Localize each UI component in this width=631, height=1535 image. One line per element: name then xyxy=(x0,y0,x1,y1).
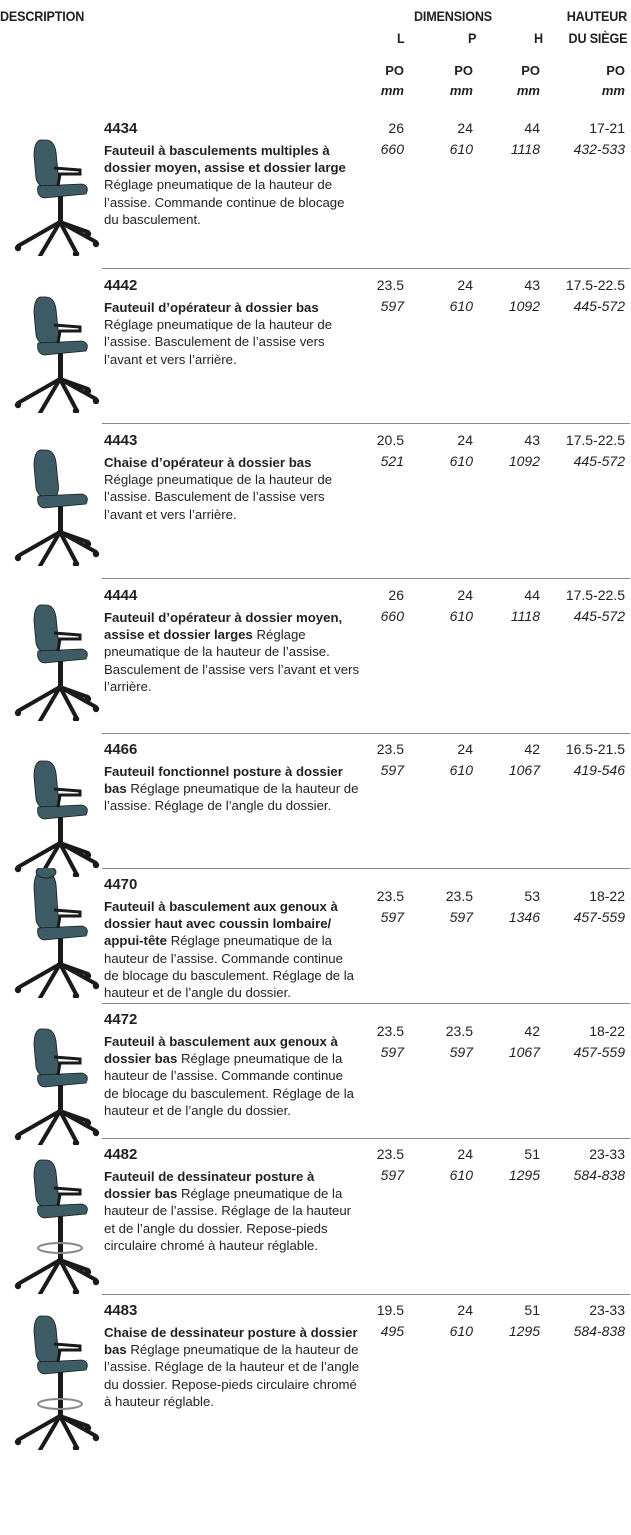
product-body: Réglage pneumatique de la hauteur de l’assise. Basculement de l’assise vers l’avant et vers l’arrière. xyxy=(104,627,360,694)
value-p-mm: 610 xyxy=(449,298,473,314)
header-col-l: L xyxy=(397,30,405,46)
value-l-in: 23.5 xyxy=(376,741,404,757)
product-description xyxy=(104,609,360,695)
row-divider xyxy=(102,268,630,269)
value-seat-mm: 445-572 xyxy=(573,298,625,314)
value-seat-mm: 457-559 xyxy=(573,909,625,925)
value-h-in: 51 xyxy=(524,1146,540,1162)
value-seat-in: 18-22 xyxy=(589,1023,625,1039)
header-col-h: H xyxy=(534,30,543,46)
product-body: Réglage pneumatique de la hauteur de l’assise. Commande continue de blocage du basculement. xyxy=(104,177,345,227)
value-h-mm: 1346 xyxy=(508,909,540,925)
value-h-in: 44 xyxy=(524,587,540,603)
product-body: Réglage pneumatique de la hauteur de l’assise. Réglage de l’angle du dossier. xyxy=(104,781,359,814)
product-body: Réglage pneumatique de la hauteur de l’assise. Commande continue de blocage du basculement. Réglage de la hauteur et de l’angle du dossier. xyxy=(104,1051,355,1118)
value-p-in: 23.5 xyxy=(445,888,473,904)
value-l-in: 19.5 xyxy=(376,1302,404,1318)
value-seat-in: 17.5-22.5 xyxy=(565,277,625,293)
row-divider xyxy=(102,868,630,869)
unit-seat-po: PO xyxy=(606,63,625,78)
product-body: Réglage pneumatique de la hauteur de l’assise. Basculement de l’assise vers l’avant et vers l’arrière. xyxy=(104,317,333,367)
chair-image xyxy=(10,747,102,882)
value-l-in: 23.5 xyxy=(376,1023,404,1039)
value-h-in: 42 xyxy=(524,741,540,757)
product-description xyxy=(104,299,360,368)
product-body: Réglage pneumatique de la hauteur de l’assise. Réglage de la hauteur et de l’angle du dossier. Repose-pieds circulaire chromé à hauteur réglable. xyxy=(104,1342,360,1409)
unit-h-po: PO xyxy=(521,63,540,78)
value-p-mm: 610 xyxy=(449,1167,473,1183)
row-divider xyxy=(102,1138,630,1139)
row-divider xyxy=(102,578,630,579)
product-title: Fauteuil fonctionnel posture à dossier bas xyxy=(104,764,343,797)
value-seat-in: 18-22 xyxy=(589,888,625,904)
product-code: 4482 xyxy=(104,1146,138,1163)
product-code: 4472 xyxy=(104,1011,138,1028)
value-p-in: 24 xyxy=(457,120,473,136)
value-l-mm: 660 xyxy=(380,608,404,624)
value-l-in: 23.5 xyxy=(376,277,404,293)
value-l-mm: 521 xyxy=(380,453,404,469)
product-code: 4444 xyxy=(104,587,138,604)
product-description xyxy=(104,454,360,523)
unit-p-po: PO xyxy=(454,63,473,78)
value-p-in: 24 xyxy=(457,741,473,757)
product-code: 4470 xyxy=(104,876,138,893)
value-p-in: 23.5 xyxy=(445,1023,473,1039)
value-l-in: 26 xyxy=(388,587,404,603)
value-l-mm: 597 xyxy=(380,762,404,778)
value-p-mm: 610 xyxy=(449,453,473,469)
header-seat-height-line2: DU SIÈGE xyxy=(568,30,627,46)
value-l-mm: 597 xyxy=(380,1167,404,1183)
product-code: 4434 xyxy=(104,120,138,137)
value-l-mm: 597 xyxy=(380,1044,404,1060)
value-seat-mm: 432-533 xyxy=(573,141,625,157)
chair-image xyxy=(10,1146,102,1299)
product-description xyxy=(104,1168,360,1254)
value-seat-mm: 445-572 xyxy=(573,608,625,624)
value-p-mm: 610 xyxy=(449,608,473,624)
product-title: Fauteuil d’opérateur à dossier moyen, assise et dossier larges xyxy=(104,610,343,643)
value-l-mm: 597 xyxy=(380,909,404,925)
value-h-mm: 1295 xyxy=(508,1167,540,1183)
value-l-mm: 597 xyxy=(380,298,404,314)
value-seat-mm: 457-559 xyxy=(573,1044,625,1060)
value-seat-in: 23-33 xyxy=(589,1146,625,1162)
chair-image xyxy=(10,1015,102,1150)
value-l-mm: 495 xyxy=(380,1323,404,1339)
value-seat-in: 17.5-22.5 xyxy=(565,432,625,448)
value-p-in: 24 xyxy=(457,432,473,448)
value-seat-in: 17.5-22.5 xyxy=(565,587,625,603)
value-l-in: 23.5 xyxy=(376,888,404,904)
row-divider xyxy=(102,1294,630,1295)
product-title: Chaise d’opérateur à dossier bas xyxy=(104,455,312,470)
value-h-mm: 1118 xyxy=(510,141,540,157)
value-p-in: 24 xyxy=(457,587,473,603)
value-p-mm: 610 xyxy=(449,1323,473,1339)
value-l-in: 26 xyxy=(388,120,404,136)
row-divider xyxy=(102,1003,630,1004)
product-title: Fauteuil à basculement aux genoux à dossier haut avec coussin lombaire/ appui-tête xyxy=(104,899,338,949)
unit-l-po: PO xyxy=(385,63,404,78)
product-title: Fauteuil d’opérateur à dossier bas xyxy=(104,300,319,315)
product-code: 4466 xyxy=(104,741,138,758)
product-title: Fauteuil à basculement aux genoux à dossier bas xyxy=(104,1034,338,1067)
chair-image xyxy=(10,283,102,418)
product-title: Fauteuil de dessinateur posture à dossier bas xyxy=(104,1169,315,1202)
value-h-in: 43 xyxy=(524,277,540,293)
unit-p-mm: mm xyxy=(449,83,473,98)
value-h-mm: 1092 xyxy=(508,453,540,469)
product-description xyxy=(104,1324,360,1410)
header-dimensions: DIMENSIONS xyxy=(414,8,493,24)
product-code: 4442 xyxy=(104,277,138,294)
value-h-mm: 1067 xyxy=(508,1044,540,1060)
product-code: 4483 xyxy=(104,1302,138,1319)
chair-image xyxy=(10,126,102,261)
value-h-in: 44 xyxy=(524,120,540,136)
product-title: Fauteuil à basculements multiples à dossier moyen, assise et dossier large xyxy=(104,143,346,176)
chair-image xyxy=(10,591,102,726)
value-l-in: 20.5 xyxy=(376,432,404,448)
value-seat-in: 23-33 xyxy=(589,1302,625,1318)
value-h-mm: 1295 xyxy=(508,1323,540,1339)
product-body: Réglage pneumatique de la hauteur de l’assise. Basculement de l’assise vers l’avant et vers l’arrière. xyxy=(104,472,333,522)
product-description xyxy=(104,763,360,815)
header-description: DESCRIPTION xyxy=(0,8,85,24)
value-l-in: 23.5 xyxy=(376,1146,404,1162)
value-seat-in: 17-21 xyxy=(589,120,625,136)
value-p-in: 24 xyxy=(457,1146,473,1162)
value-h-mm: 1118 xyxy=(510,608,540,624)
value-seat-mm: 419-546 xyxy=(573,762,625,778)
product-body: Réglage pneumatique de la hauteur de l’assise. Commande continue de blocage du basculement. Réglage de la hauteur et de l’angle du dossier. xyxy=(104,933,355,1001)
value-p-in: 24 xyxy=(457,277,473,293)
value-h-in: 51 xyxy=(524,1302,540,1318)
value-p-mm: 597 xyxy=(449,1044,473,1060)
unit-seat-mm: mm xyxy=(601,83,625,98)
value-h-in: 53 xyxy=(524,888,540,904)
value-h-mm: 1067 xyxy=(508,762,540,778)
product-title: Chaise de dessinateur posture à dossier bas xyxy=(104,1325,358,1358)
header-col-p: P xyxy=(468,30,477,46)
value-p-mm: 610 xyxy=(449,762,473,778)
value-seat-mm: 584-838 xyxy=(573,1167,625,1183)
value-h-in: 42 xyxy=(524,1023,540,1039)
product-code: 4443 xyxy=(104,432,138,449)
chair-image xyxy=(10,436,102,571)
value-p-mm: 597 xyxy=(449,909,473,925)
chair-image xyxy=(10,868,102,1003)
value-seat-in: 16.5-21.5 xyxy=(565,741,625,757)
value-l-mm: 660 xyxy=(380,141,404,157)
value-p-mm: 610 xyxy=(449,141,473,157)
product-body: Réglage pneumatique de la hauteur de l’assise. Réglage de la hauteur et de l’angle du dossier. Repose-pieds circulaire chromé à hauteur réglable. xyxy=(104,1186,352,1253)
unit-l-mm: mm xyxy=(380,83,404,98)
chair-image xyxy=(10,1302,102,1455)
value-h-in: 43 xyxy=(524,432,540,448)
unit-h-mm: mm xyxy=(516,83,540,98)
row-divider xyxy=(102,733,630,734)
value-seat-mm: 445-572 xyxy=(573,453,625,469)
value-seat-mm: 584-838 xyxy=(573,1323,625,1339)
header-seat-height-line1: HAUTEUR xyxy=(566,8,627,24)
value-h-mm: 1092 xyxy=(508,298,540,314)
product-description xyxy=(104,898,360,1001)
value-p-in: 24 xyxy=(457,1302,473,1318)
product-description xyxy=(104,1033,360,1119)
row-divider xyxy=(102,423,630,424)
product-description xyxy=(104,142,360,228)
